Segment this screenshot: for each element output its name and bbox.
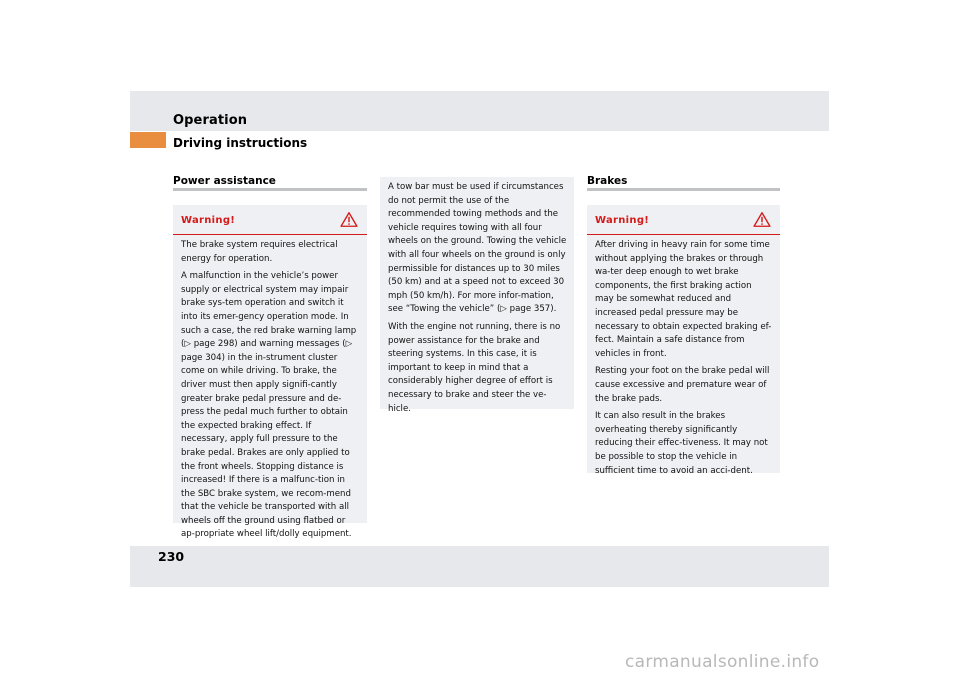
warning-box-power-assistance <box>173 205 367 540</box>
heading-power-assistance: Power assistance <box>173 175 276 187</box>
paragraph: After driving in heavy rain for some time without applying the brakes or through wa-ter deep enough to wet brake components, the first braking action may be somewhat reduced and increased pedal pressure may be necessary to obtain expected braking ef-fect. Maintain a safe distance from vehicles in front. <box>595 240 772 359</box>
paragraph: With the engine not running, there is no power assistance for the brake and steering systems. In this case, it is important to keep in mind that a considerably higher degree of effort is necessary to brake and steer the ve-hicle. <box>388 321 561 414</box>
warning-triangle-icon <box>340 211 358 228</box>
heading-rule <box>587 188 780 191</box>
warning-label: Warning! <box>595 215 650 226</box>
warning-text <box>173 235 367 542</box>
warning-triangle-icon <box>753 211 771 228</box>
heading-brakes: Brakes <box>587 175 628 187</box>
paragraph: A tow bar must be used if circumstances do not permit the use of the recommended towing methods and the vehicle requires towing with all four wheels on the ground. Towing the vehicle with all four wheels on the ground is only permissible for distances up to 30 miles (50 km) and at a speed not to exceed 30 mph (50 km/h). For more infor-mation, see “Towing the vehicle” (▷ page 357). <box>388 182 567 315</box>
section-title: Operation <box>173 113 248 128</box>
paragraph: The brake system requires electrical energy for operation. <box>181 240 338 264</box>
heading-rule <box>173 188 367 191</box>
warning-text <box>587 235 780 478</box>
warning-label: Warning! <box>181 215 236 226</box>
warning-header <box>173 205 367 235</box>
subsection-title: Driving instructions <box>173 136 308 150</box>
warning-box-brakes <box>587 205 780 476</box>
section-marker-tab <box>130 132 166 148</box>
watermark: carmanualsonline.info <box>625 652 820 672</box>
info-text <box>380 177 574 416</box>
paragraph: A malfunction in the vehicle’s power supply or electrical system may impair brake sys-tem operation and switch it into its emer-gency operation mode. In such a case, the red brake warning lamp (▷ page 298) and warning messages (▷ page 304) in the in-strument cluster come on while driving. To brake, the driver must then apply signifi-cantly greater brake pedal pressure and de-press the pedal much further to obtain the expected braking effect. If necessary, apply full pressure to the brake pedal. Brakes are only applied to the front wheels. Stopping distance is increased! If there is a malfunc-tion in the SBC brake system, we recom-mend that the vehicle be transported with all wheels off the ground using flatbed or ap-propriate wheel lift/dolly equipment. <box>181 271 357 540</box>
footer-band <box>130 546 829 587</box>
paragraph: It can also result in the brakes overheating thereby significantly reducing their effec-tiveness. It may not be possible to stop the vehicle in sufficient time to avoid an acci-dent. <box>595 411 768 476</box>
paragraph: Resting your foot on the brake pedal will cause excessive and premature wear of the brake pads. <box>595 366 770 404</box>
info-box-towing <box>380 177 574 414</box>
page-number: 230 <box>158 549 185 564</box>
warning-header <box>587 205 780 235</box>
